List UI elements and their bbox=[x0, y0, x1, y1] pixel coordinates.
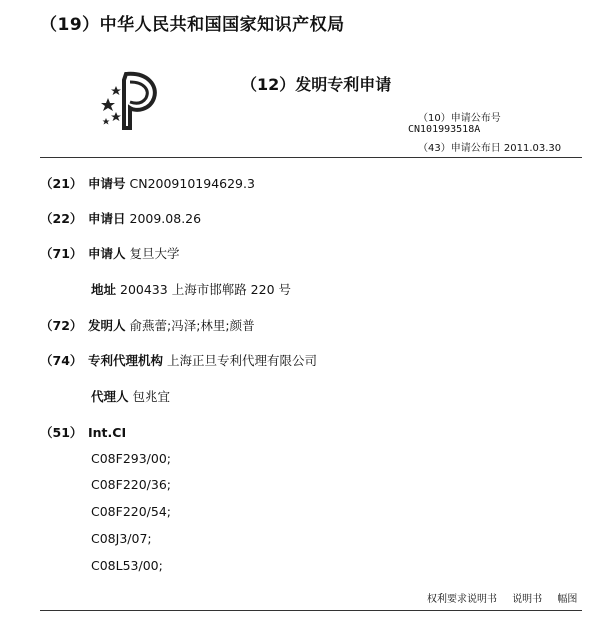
field-value: 2009.08.26 bbox=[129, 211, 202, 226]
ipc-code: C08F220/36; bbox=[91, 477, 172, 492]
publication-date: （43）申请公布日 2011.03.30 bbox=[418, 143, 562, 154]
field-applicant bbox=[40, 244, 180, 262]
publication-number-label: （10）申请公布号 bbox=[418, 113, 501, 124]
field-intcl bbox=[40, 423, 126, 441]
field-inventors bbox=[40, 316, 255, 334]
document-kind: （12）发明专利申请 bbox=[241, 75, 392, 94]
field-application-number bbox=[40, 174, 255, 192]
footer-links bbox=[427, 590, 589, 605]
field-agency bbox=[40, 351, 317, 369]
ipc-code: C08F293/00; bbox=[91, 451, 172, 466]
field-label: Int.CI bbox=[88, 425, 127, 440]
publication-number: CN101993518A bbox=[408, 124, 481, 135]
field-agent bbox=[91, 387, 170, 405]
field-code: （72） bbox=[40, 318, 83, 333]
ipc-code: C08F220/54; bbox=[91, 504, 172, 519]
field-value: CN200910194629.3 bbox=[129, 176, 255, 191]
office-title: （19）中华人民共和国国家知识产权局 bbox=[40, 15, 345, 35]
field-label: 申请号 bbox=[88, 176, 126, 191]
field-value: 包兆宜 bbox=[132, 389, 171, 404]
field-address bbox=[91, 280, 291, 298]
field-code: （71） bbox=[40, 246, 83, 261]
field-value: 复旦大学 bbox=[129, 246, 180, 261]
field-application-date bbox=[40, 209, 201, 227]
field-label: 代理人 bbox=[91, 389, 129, 404]
description-link[interactable]: 说明书 bbox=[512, 594, 543, 605]
field-code: （22） bbox=[40, 211, 83, 226]
field-label: 专利代理机构 bbox=[88, 353, 164, 368]
ipc-code: C08L53/00; bbox=[91, 558, 163, 573]
drawings-link[interactable]: 幅图 bbox=[557, 594, 578, 605]
field-code: （51） bbox=[40, 425, 83, 440]
field-value: 俞燕蕾;冯泽;林里;颜普 bbox=[129, 318, 255, 333]
field-value: 200433 上海市邯郸路 220 号 bbox=[120, 282, 291, 297]
claims-link[interactable]: 权利要求说明书 bbox=[427, 594, 497, 605]
sipo-logo bbox=[96, 68, 162, 134]
bottom-rule bbox=[40, 610, 582, 611]
field-label: 申请日 bbox=[88, 211, 126, 226]
field-label: 发明人 bbox=[88, 318, 126, 333]
field-code: （21） bbox=[40, 176, 83, 191]
field-label: 地址 bbox=[91, 282, 117, 297]
field-value: 上海正旦专利代理有限公司 bbox=[167, 353, 318, 368]
field-label: 申请人 bbox=[88, 246, 126, 261]
ipc-code: C08J3/07; bbox=[91, 531, 152, 546]
field-code: （74） bbox=[40, 353, 83, 368]
top-rule bbox=[40, 157, 582, 158]
